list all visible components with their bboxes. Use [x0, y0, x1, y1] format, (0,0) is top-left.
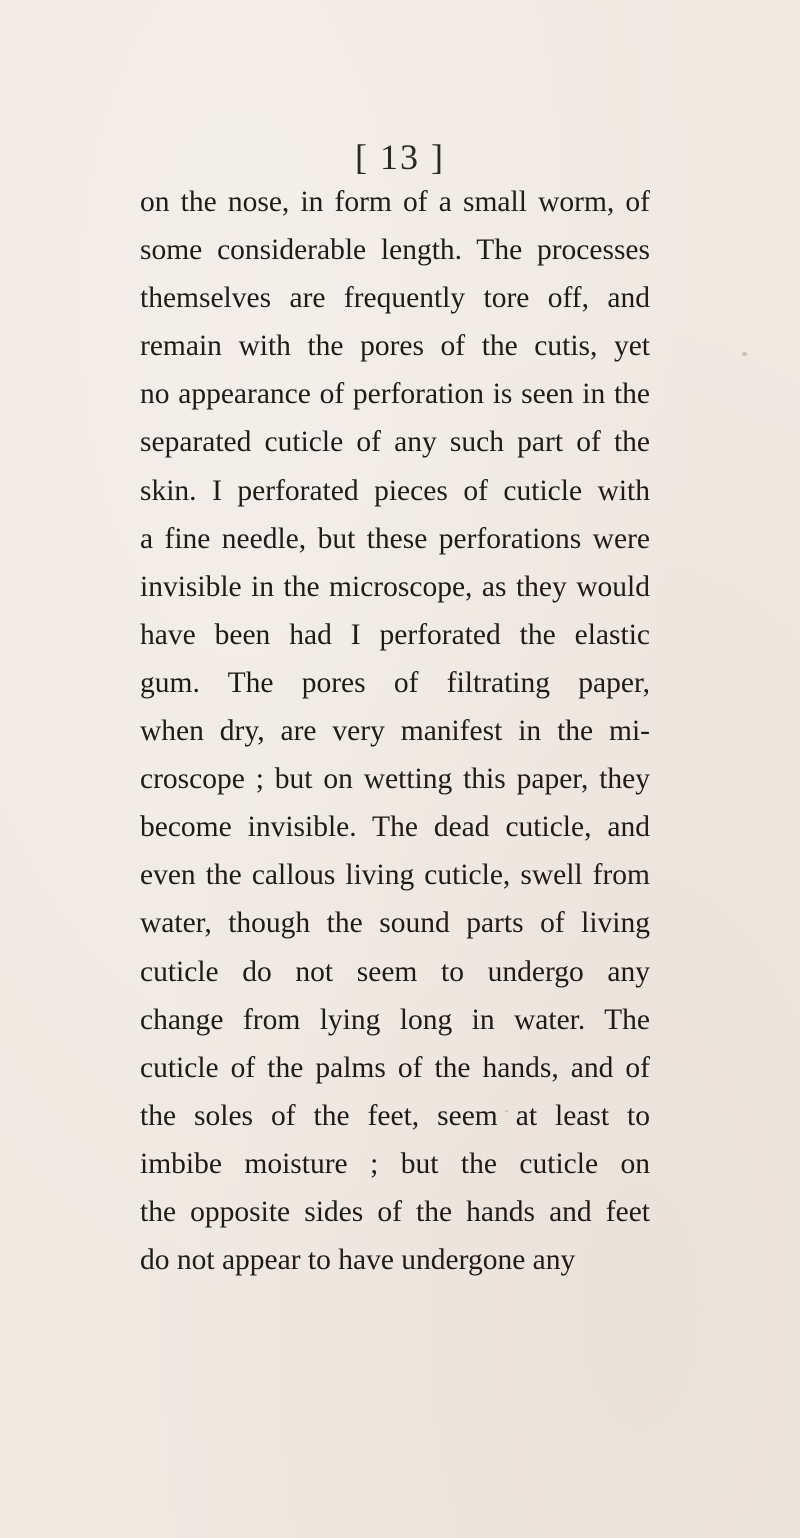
text-line: change from lying long in water. The — [140, 1003, 650, 1036]
text-line: on the nose, in form of a small worm, of — [140, 186, 650, 218]
text-line: some considerable length. The processes — [140, 234, 650, 267]
text-line: remain with the pores of the cutis, yet — [140, 330, 650, 363]
text-line: themselves are frequently tore off, and — [140, 282, 650, 315]
text-line: have been had I perforated the elastic — [140, 618, 650, 651]
text-line: cuticle do not seem to undergo any — [140, 955, 650, 988]
text-line: become invisible. The dead cuticle, and — [140, 811, 650, 844]
text-line: water, though the sound parts of living — [140, 907, 650, 940]
text-line: cuticle of the palms of the hands, and of — [140, 1051, 650, 1084]
text-line: croscope ; but on wetting this paper, they — [140, 763, 650, 796]
paper-speck — [742, 352, 747, 356]
text-line: separated cuticle of any such part of the — [140, 426, 650, 459]
text-line: do not appear to have undergone any — [140, 1244, 576, 1277]
text-line: no appearance of perforation is seen in the — [140, 378, 650, 411]
text-line: a fine needle, but these perforations were — [140, 522, 650, 555]
body-text — [140, 178, 650, 1284]
text-line: the opposite sides of the hands and feet — [140, 1195, 650, 1228]
text-line: imbibe moisture ; but the cuticle on — [140, 1147, 650, 1180]
text-line: gum. The pores of filtrating paper, — [140, 666, 650, 699]
text-line: the soles of the feet, seem at least to — [140, 1099, 650, 1132]
text-line: even the callous living cuticle, swell from — [140, 859, 650, 892]
text-line: when dry, are very manifest in the mi- — [140, 715, 650, 748]
text-line: invisible in the microscope, as they would — [140, 570, 650, 603]
text-line: skin. I perforated pieces of cuticle with — [140, 474, 650, 507]
page-number: [ 13 ] — [355, 137, 445, 177]
